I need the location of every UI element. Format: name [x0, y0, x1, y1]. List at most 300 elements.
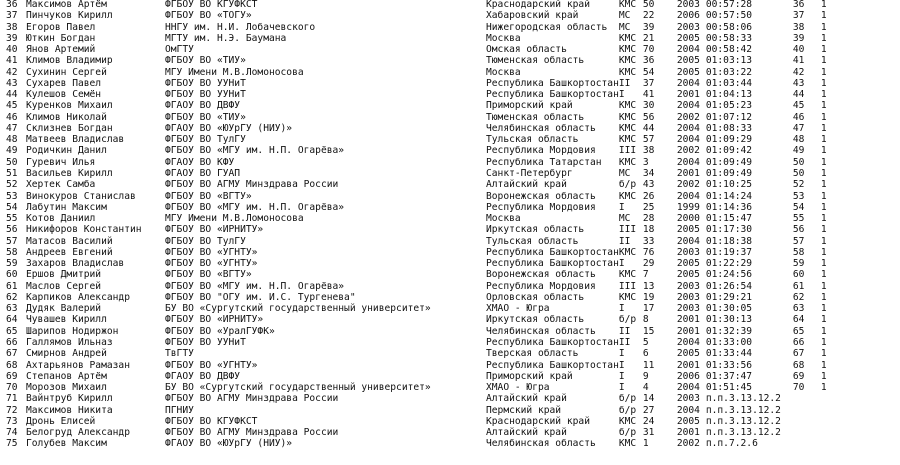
athlete-name: Куренков Михаил — [26, 100, 113, 112]
place-number: 71 — [6, 393, 18, 405]
bib-number: 33 — [642, 235, 655, 247]
place-number: 49 — [6, 145, 18, 157]
organization: ФГБОУ ВО КГУФКСТ — [165, 415, 258, 427]
birth-year: 2004 — [676, 134, 700, 146]
bib-number: 11 — [642, 359, 655, 371]
laps: 1 — [820, 122, 827, 134]
final-place: 42 — [792, 66, 805, 78]
final-place: 59 — [792, 258, 805, 270]
athlete-name: Морозов Михаил — [26, 382, 107, 394]
place-number: 66 — [6, 336, 18, 348]
sport-rank: МС — [618, 213, 631, 225]
final-place — [793, 405, 821, 416]
region: Приморский край — [486, 370, 573, 382]
table-row — [6, 112, 841, 123]
athlete-name: Маслов Сергей — [26, 280, 102, 292]
sport-rank: КМС — [618, 269, 637, 281]
region: Омская область — [486, 44, 567, 56]
place-number: 65 — [6, 325, 18, 337]
place-number: 60 — [6, 269, 18, 281]
place-number: 41 — [6, 55, 18, 67]
finish-time: 01:37:47 — [705, 370, 753, 382]
place-number: 54 — [6, 201, 18, 213]
birth-year: 2004 — [676, 235, 700, 247]
organization: БУ ВО «Сургутский государственный университет» — [165, 303, 431, 315]
birth-year: 2003 — [676, 246, 700, 258]
bib-number: 9 — [642, 370, 649, 382]
final-place: 50 — [792, 167, 805, 179]
athlete-name: Климов Владимир — [26, 55, 113, 67]
laps: 1 — [820, 246, 827, 258]
finish-time: 00:58:42 — [705, 44, 753, 56]
region: Орловская область — [486, 291, 585, 303]
region: Челябинская область — [486, 438, 596, 450]
finish-time: 01:32:39 — [705, 325, 753, 337]
place-number: 38 — [6, 21, 18, 33]
finish-time: 01:05:23 — [705, 100, 753, 112]
table-row — [6, 393, 841, 404]
bib-number: 1 — [642, 438, 649, 450]
birth-year: 2004 — [676, 404, 700, 416]
athlete-name: Ахтарьянов Рамазан — [26, 359, 130, 371]
sport-rank: б/р — [618, 179, 637, 191]
birth-year: 2004 — [676, 382, 700, 394]
laps: 1 — [820, 44, 827, 56]
bib-number: 37 — [642, 77, 655, 89]
sport-rank: I — [618, 258, 625, 270]
region: Республика Башкортостан — [486, 246, 619, 258]
finish-time: 01:03:22 — [705, 66, 753, 78]
organization: ФГБОУ ВО УУНиТ — [165, 336, 246, 348]
table-row — [6, 405, 841, 416]
table-row — [6, 281, 841, 292]
region: Санкт-Петербург — [486, 167, 573, 179]
table-row — [6, 292, 841, 303]
table-row — [6, 157, 841, 168]
bib-number: 43 — [642, 179, 655, 191]
laps: 1 — [820, 190, 827, 202]
finish-time: 01:30:05 — [705, 303, 753, 315]
place-number: 36 — [6, 0, 18, 10]
final-place: 48 — [792, 134, 805, 146]
region: Республика Мордовия — [486, 145, 596, 157]
region: Республика Башкортостан — [486, 89, 619, 101]
laps: 1 — [820, 359, 827, 371]
laps: 1 — [820, 382, 827, 394]
sport-rank: КМС — [618, 44, 637, 56]
bib-number: 56 — [642, 111, 655, 123]
final-place: 69 — [792, 370, 805, 382]
finish-time: 01:04:13 — [705, 89, 753, 101]
athlete-name: Матасов Василий — [26, 235, 113, 247]
region: Москва — [486, 213, 521, 225]
finish-time: 00:58:06 — [705, 21, 753, 33]
final-place: 44 — [792, 89, 805, 101]
place-number: 44 — [6, 89, 18, 101]
table-row — [6, 134, 841, 145]
birth-year: 2001 — [676, 427, 700, 439]
laps: 1 — [820, 325, 827, 337]
region: Республика Башкортостан — [486, 77, 619, 89]
organization: ФГБОУ ВО «ВГТУ» — [165, 190, 252, 202]
region: Республика Мордовия — [486, 201, 596, 213]
finish-time: 01:51:45 — [705, 382, 753, 394]
table-row — [6, 258, 841, 269]
table-row — [6, 314, 841, 325]
region: Республика Мордовия — [486, 280, 596, 292]
bib-number: 7 — [642, 269, 649, 281]
bib-number: 70 — [642, 44, 655, 56]
athlete-name: Сухарев Павел — [26, 77, 102, 89]
laps: 1 — [820, 66, 827, 78]
final-place — [793, 438, 821, 449]
results-body — [6, 0, 841, 450]
birth-year: 2004 — [676, 100, 700, 112]
sport-rank: КМС — [618, 111, 637, 123]
laps: 1 — [820, 336, 827, 348]
sport-rank: I — [618, 348, 625, 360]
region: Тюменская область — [486, 55, 585, 67]
final-place: 65 — [792, 325, 805, 337]
finish-time: 01:17:30 — [705, 224, 753, 236]
table-row — [6, 145, 841, 156]
table-row — [6, 0, 841, 10]
birth-year: 2005 — [676, 32, 700, 44]
organization: ФГБОУ ВО «ИРНИТУ» — [165, 224, 264, 236]
athlete-name: Климов Николай — [26, 111, 107, 123]
sport-rank: КМС — [618, 438, 637, 450]
birth-year: 2002 — [676, 111, 700, 123]
birth-year: 2002 — [676, 438, 700, 450]
place-number: 47 — [6, 122, 18, 134]
organization: ФГАОУ ВО ДВФУ — [165, 370, 241, 382]
finish-time: 01:18:38 — [705, 235, 753, 247]
final-place: 63 — [792, 303, 805, 315]
table-row — [6, 67, 841, 78]
table-row — [6, 236, 841, 247]
finish-time: 01:07:12 — [705, 111, 753, 123]
bib-number: 18 — [642, 224, 655, 236]
sport-rank: КМС — [618, 415, 637, 427]
birth-year: 2003 — [676, 393, 700, 405]
organization: МГТУ им. Н.Э. Баумана — [165, 32, 287, 44]
final-place: 60 — [792, 269, 805, 281]
laps: 1 — [820, 111, 827, 123]
athlete-name: Галлямов Ильназ — [26, 336, 113, 348]
athlete-name: Ершов Дмитрий — [26, 269, 102, 281]
finish-time: 01:29:21 — [705, 291, 753, 303]
athlete-name: Матвеев Владислав — [26, 134, 125, 146]
birth-year: 2000 — [676, 213, 700, 225]
region: Алтайский край — [486, 179, 567, 191]
finish-time: 01:09:49 — [705, 167, 753, 179]
birth-year: 2003 — [676, 303, 700, 315]
bib-number: 26 — [642, 190, 655, 202]
birth-year: 2005 — [676, 224, 700, 236]
place-number: 74 — [6, 427, 18, 439]
final-place: 47 — [792, 122, 805, 134]
laps: 1 — [820, 10, 827, 22]
table-row — [6, 371, 841, 382]
laps: 1 — [820, 348, 827, 360]
sport-rank: КМС — [618, 134, 637, 146]
sport-rank: б/р — [618, 404, 637, 416]
bib-number: 5 — [642, 336, 649, 348]
place-number: 46 — [6, 111, 18, 123]
laps: 1 — [820, 145, 827, 157]
region: Тюменская область — [486, 111, 585, 123]
bib-number: 30 — [642, 100, 655, 112]
final-place: 66 — [792, 336, 805, 348]
sport-rank: КМС — [618, 246, 637, 258]
table-row — [6, 191, 841, 202]
athlete-name: Пинчуков Кирилл — [26, 10, 113, 22]
bib-number: 24 — [642, 415, 655, 427]
laps — [821, 405, 841, 416]
place-number: 62 — [6, 291, 18, 303]
laps: 1 — [820, 32, 827, 44]
laps: 1 — [820, 291, 827, 303]
sport-rank: I — [618, 382, 625, 394]
laps: 1 — [820, 21, 827, 33]
table-row — [6, 348, 841, 359]
birth-year: 2005 — [676, 415, 700, 427]
table-row — [6, 416, 841, 427]
region: Республика Татарстан — [486, 156, 602, 168]
bib-number: 13 — [642, 280, 655, 292]
finish-time: п.п.3.13.12.2 — [705, 404, 781, 416]
laps — [821, 393, 841, 404]
region: Иркутская область — [486, 314, 585, 326]
laps: 1 — [820, 314, 827, 326]
region: Тульская область — [486, 235, 579, 247]
place-number: 56 — [6, 224, 18, 236]
place-number: 61 — [6, 280, 18, 292]
athlete-name: Склизнев Богдан — [26, 122, 113, 134]
organization: ФГАОУ ВО ДВФУ — [165, 100, 241, 112]
bib-number: 14 — [642, 393, 655, 405]
final-place: 55 — [792, 213, 805, 225]
birth-year: 2006 — [676, 10, 700, 22]
final-place: 58 — [792, 246, 805, 258]
bib-number: 31 — [642, 427, 655, 439]
region: Челябинская область — [486, 122, 596, 134]
laps: 1 — [820, 100, 827, 112]
sport-rank: I — [618, 370, 625, 382]
athlete-name: Степанов Артём — [26, 370, 107, 382]
athlete-name: Карпиков Александр — [26, 291, 130, 303]
organization: МГУ Имени М.В.Ломоносова — [165, 213, 304, 225]
place-number: 51 — [6, 167, 18, 179]
region: ХМАО - Югра — [486, 382, 550, 394]
sport-rank: КМС — [618, 156, 637, 168]
organization: ФГБОУ ВО «ИРНИТУ» — [165, 314, 264, 326]
table-row — [6, 168, 841, 179]
table-row — [6, 44, 841, 55]
table-row — [6, 100, 841, 111]
bib-number: 3 — [642, 156, 649, 168]
table-row — [6, 22, 841, 33]
region: Республика Башкортостан — [486, 359, 619, 371]
final-place: 46 — [792, 111, 805, 123]
finish-time: п.п.7.2.6 — [705, 438, 758, 450]
place-number: 67 — [6, 348, 18, 360]
bib-number: 19 — [642, 291, 655, 303]
laps: 1 — [820, 269, 827, 281]
birth-year: 2003 — [676, 291, 700, 303]
birth-year: 2002 — [676, 145, 700, 157]
place-number: 43 — [6, 77, 18, 89]
athlete-name: Котов Даниил — [26, 213, 96, 225]
athlete-name: Гуревич Илья — [26, 156, 96, 168]
athlete-name: Белогруд Александр — [26, 427, 130, 439]
finish-time: 01:10:25 — [705, 179, 753, 191]
athlete-name: Смирнов Андрей — [26, 348, 107, 360]
region: Иркутская область — [486, 224, 585, 236]
final-place — [793, 393, 821, 404]
place-number: 40 — [6, 44, 18, 56]
sport-rank: I — [618, 89, 625, 101]
finish-time: 01:26:54 — [705, 280, 753, 292]
sport-rank: I — [618, 359, 625, 371]
laps: 1 — [820, 201, 827, 213]
place-number: 64 — [6, 314, 18, 326]
athlete-name: Кулешов Семён — [26, 89, 102, 101]
birth-year: 2003 — [676, 280, 700, 292]
bib-number: 4 — [642, 382, 649, 394]
bib-number: 50 — [642, 0, 655, 10]
birth-year: 2004 — [676, 190, 700, 202]
athlete-name: Сухинин Сергей — [26, 66, 107, 78]
bib-number: 6 — [642, 348, 649, 360]
organization: ФГБОУ ВО «ВГТУ» — [165, 269, 252, 281]
organization: ФГБОУ ВО ТулГУ — [165, 235, 246, 247]
sport-rank: II — [618, 336, 631, 348]
finish-time: 01:24:56 — [705, 269, 753, 281]
laps: 1 — [820, 370, 827, 382]
bib-number: 44 — [642, 122, 655, 134]
birth-year: 2003 — [676, 21, 700, 33]
organization: ФГБОУ ВО ТулГУ — [165, 134, 246, 146]
bib-number: 21 — [642, 32, 655, 44]
athlete-name: Юткин Богдан — [26, 32, 96, 44]
sport-rank: I — [618, 303, 625, 315]
laps: 1 — [820, 89, 827, 101]
athlete-name: Максимов Никита — [26, 404, 113, 416]
athlete-name: Дудяк Валерий — [26, 303, 102, 315]
birth-year: 2004 — [676, 44, 700, 56]
organization: ФГБОУ ВО «МГУ им. Н.П. Огарёва» — [165, 280, 345, 292]
finish-time: 01:08:33 — [705, 122, 753, 134]
bib-number: 15 — [642, 325, 655, 337]
final-place: 40 — [792, 44, 805, 56]
place-number: 52 — [6, 179, 18, 191]
region: Москва — [486, 32, 521, 44]
athlete-name: Васильев Кирилл — [26, 167, 113, 179]
place-number: 53 — [6, 190, 18, 202]
region: Тверская область — [486, 348, 579, 360]
athlete-name: Хертек Самба — [26, 179, 96, 191]
finish-time: п.п.3.13.12.2 — [705, 427, 781, 439]
finish-time: 01:14:36 — [705, 201, 753, 213]
laps: 1 — [820, 156, 827, 168]
bib-number: 29 — [642, 258, 655, 270]
final-place: 53 — [792, 190, 805, 202]
organization: ФГАОУ ВО КФУ — [165, 156, 235, 168]
bib-number: 41 — [642, 89, 655, 101]
region: Москва — [486, 66, 521, 78]
table-row — [6, 179, 841, 190]
final-place: 50 — [792, 156, 805, 168]
table-row — [6, 360, 841, 371]
place-number: 37 — [6, 10, 18, 22]
finish-time: 01:14:24 — [705, 190, 753, 202]
bib-number: 25 — [642, 201, 655, 213]
finish-time: 01:09:42 — [705, 145, 753, 157]
place-number: 72 — [6, 404, 18, 416]
table-row — [6, 427, 841, 438]
final-place: 49 — [792, 145, 805, 157]
athlete-name: Родичкин Данил — [26, 145, 107, 157]
bib-number: 28 — [642, 213, 655, 225]
table-row — [6, 33, 841, 44]
final-place — [793, 427, 821, 438]
organization: ФГБОУ ВО «УГНТУ» — [165, 246, 258, 258]
place-number: 50 — [6, 156, 18, 168]
organization: ТвГТУ — [165, 348, 194, 360]
birth-year: 2004 — [676, 156, 700, 168]
table-row — [6, 438, 841, 449]
athlete-name: Никифоров Константин — [26, 224, 142, 236]
final-place: 54 — [792, 201, 805, 213]
laps: 1 — [820, 280, 827, 292]
place-number: 55 — [6, 213, 18, 225]
sport-rank: КМС — [618, 291, 637, 303]
sport-rank: б/р — [618, 393, 637, 405]
laps: 1 — [820, 134, 827, 146]
region: Республика Башкортостан — [486, 258, 619, 270]
athlete-name: Чувашев Кирилл — [26, 314, 107, 326]
athlete-name: Егоров Павел — [26, 21, 96, 33]
sport-rank: КМС — [618, 100, 637, 112]
place-number: 75 — [6, 438, 18, 450]
finish-time: 00:57:50 — [705, 10, 753, 22]
laps — [821, 427, 841, 438]
birth-year: 2004 — [676, 336, 700, 348]
laps: 1 — [820, 213, 827, 225]
birth-year: 2002 — [676, 179, 700, 191]
place-number: 59 — [6, 258, 18, 270]
finish-time: 01:09:49 — [705, 156, 753, 168]
organization: ФГБОУ ВО АГМУ Минздрава России — [165, 427, 339, 439]
birth-year: 2004 — [676, 77, 700, 89]
finish-time: 01:33:56 — [705, 359, 753, 371]
sport-rank: КМС — [618, 55, 637, 67]
region: Алтайский край — [486, 393, 567, 405]
sport-rank: МС — [618, 10, 631, 22]
final-place: 67 — [792, 348, 805, 360]
finish-time: 01:33:44 — [705, 348, 753, 360]
final-place: 39 — [792, 32, 805, 44]
table-row — [6, 303, 841, 314]
athlete-name: Лабутин Максим — [26, 201, 107, 213]
finish-time: 01:22:29 — [705, 258, 753, 270]
place-number: 42 — [6, 66, 18, 78]
finish-time: 01:19:37 — [705, 246, 753, 258]
athlete-name: Шарипов Нодиржон — [26, 325, 119, 337]
sport-rank: III — [618, 224, 637, 236]
laps — [821, 438, 841, 449]
